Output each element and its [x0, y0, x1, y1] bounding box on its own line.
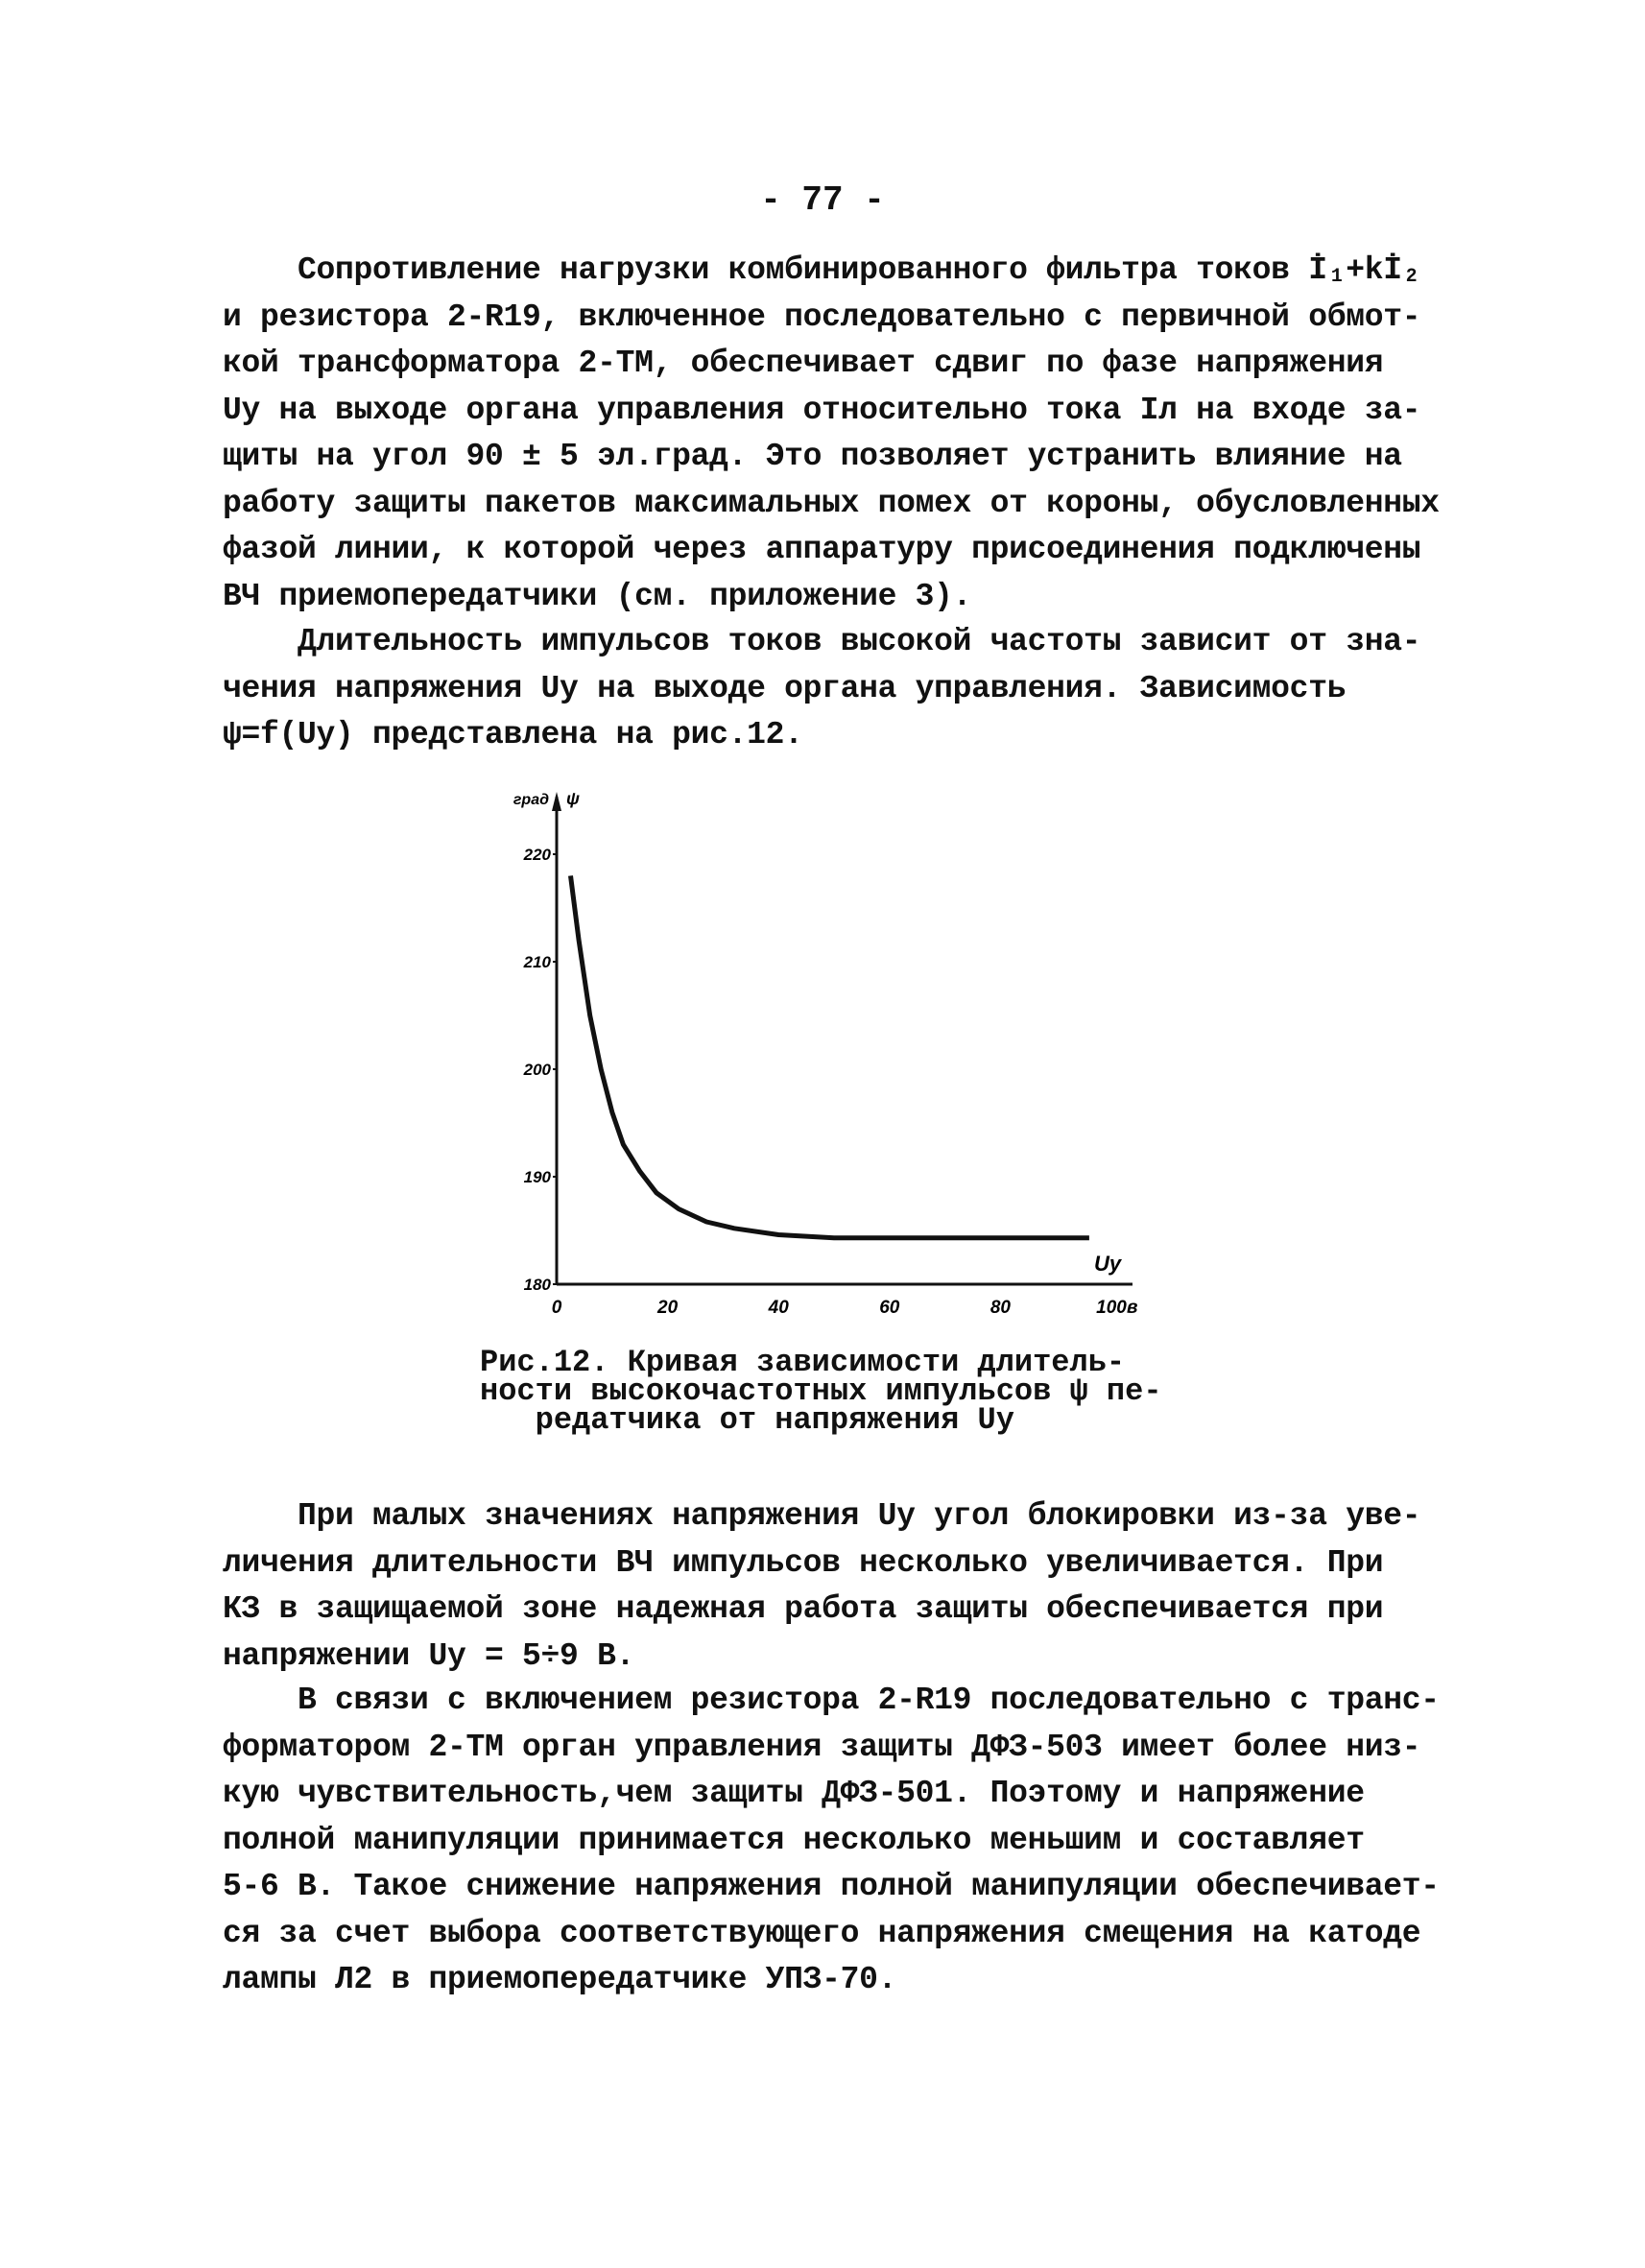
y-tick-label: 220 — [523, 846, 551, 864]
page-number: - 77 - — [760, 180, 885, 220]
caption-line: редатчика от напряжения Uу — [480, 1402, 1014, 1438]
text-line: щиты на угол 90 ± 5 эл.град. Это позволяет устранить влияние на — [223, 439, 1402, 474]
text-line: работу защиты пакетов максимальных помех от короны, обусловленных — [223, 485, 1440, 521]
text-line: фазой линии, к которой через аппаратуру присоединения подключены — [223, 532, 1421, 567]
y-tick-label: 190 — [523, 1168, 551, 1186]
x-tick-label: 100 — [1096, 1298, 1127, 1318]
x-tick-label: 40 — [768, 1298, 789, 1318]
figure-caption — [480, 1345, 1162, 1438]
text-line: Uу на выходе органа управления относительно тока Iл на входе за- — [223, 392, 1421, 428]
text-line: и резистора 2-R19, включенное последовательно с первичной обмот- — [223, 298, 1421, 335]
x-axis-label: Uу — [1094, 1252, 1122, 1276]
paragraph-3 — [223, 1493, 1470, 1680]
text-line: чения напряжения Uу на выходе органа управления. Зависимость — [223, 670, 1347, 706]
text-line: кую чувствительность,чем защиты ДФЗ-501. Поэтому и напряжение — [223, 1776, 1365, 1811]
x-tick-label: 80 — [989, 1298, 1011, 1318]
x-tick-label: 60 — [879, 1298, 900, 1318]
text-line: напряжении Uу = 5÷9 В. — [223, 1637, 635, 1674]
paragraph-4 — [223, 1678, 1470, 2004]
y-tick-label: 180 — [523, 1276, 551, 1294]
text-line: Сопротивление нагрузки комбинированного фильтра токов İ₁+kİ₂ — [223, 252, 1421, 288]
y-tick-label: 200 — [523, 1061, 551, 1079]
curve-line — [571, 875, 1089, 1237]
x-unit-label: в — [1127, 1298, 1138, 1318]
y-tick-label: 210 — [523, 953, 551, 971]
y-axis-label: ψ — [566, 789, 580, 808]
text-line: В связи с включением резистора 2-R19 последовательно с транс- — [223, 1683, 1440, 1718]
text-line: КЗ в защищаемой зоне надежная работа защиты обеспечивается при — [223, 1591, 1384, 1627]
caption-line: ности высокочастотных импульсов ψ пе- — [480, 1373, 1162, 1409]
x-tick-label: 0 — [551, 1298, 562, 1318]
text-line: Длительность импульсов токов высокой частоты зависит от зна- — [223, 624, 1421, 659]
y-axis-arrow — [552, 792, 561, 811]
text-line: кой трансформатора 2-ТМ, обеспечивает сдвиг по фазе напряжения — [223, 346, 1384, 381]
text-line: 5-6 В. Такое снижение напряжения полной манипуляции обеспечивает- — [223, 1869, 1440, 1904]
y-unit-label: град — [513, 792, 549, 808]
text-line: ψ=f(Uу) представлена на рис.12. — [223, 717, 803, 752]
text-line: личения длительности ВЧ импульсов несколько увеличивается. При — [223, 1544, 1384, 1581]
text-line: ВЧ приемопередатчики (см. приложение 3). — [223, 578, 972, 614]
text-line: форматором 2-ТМ орган управления защиты ДФЗ-503 имеет более низ- — [223, 1729, 1421, 1765]
text-line: ся за счет выбора соответствующего напряжения смещения на катоде — [223, 1915, 1421, 1951]
x-tick-label: 20 — [657, 1298, 679, 1318]
text-line: полной манипуляции принимается несколько меньшим и составляет — [223, 1822, 1365, 1858]
caption-line: Рис.12. Кривая зависимости длитель- — [480, 1345, 1126, 1380]
text-line: При малых значениях напряжения Uу угол блокировки из-за уве- — [223, 1498, 1421, 1534]
text-line: лампы Л2 в приемопередатчике УПЗ-70. — [223, 1962, 897, 1997]
